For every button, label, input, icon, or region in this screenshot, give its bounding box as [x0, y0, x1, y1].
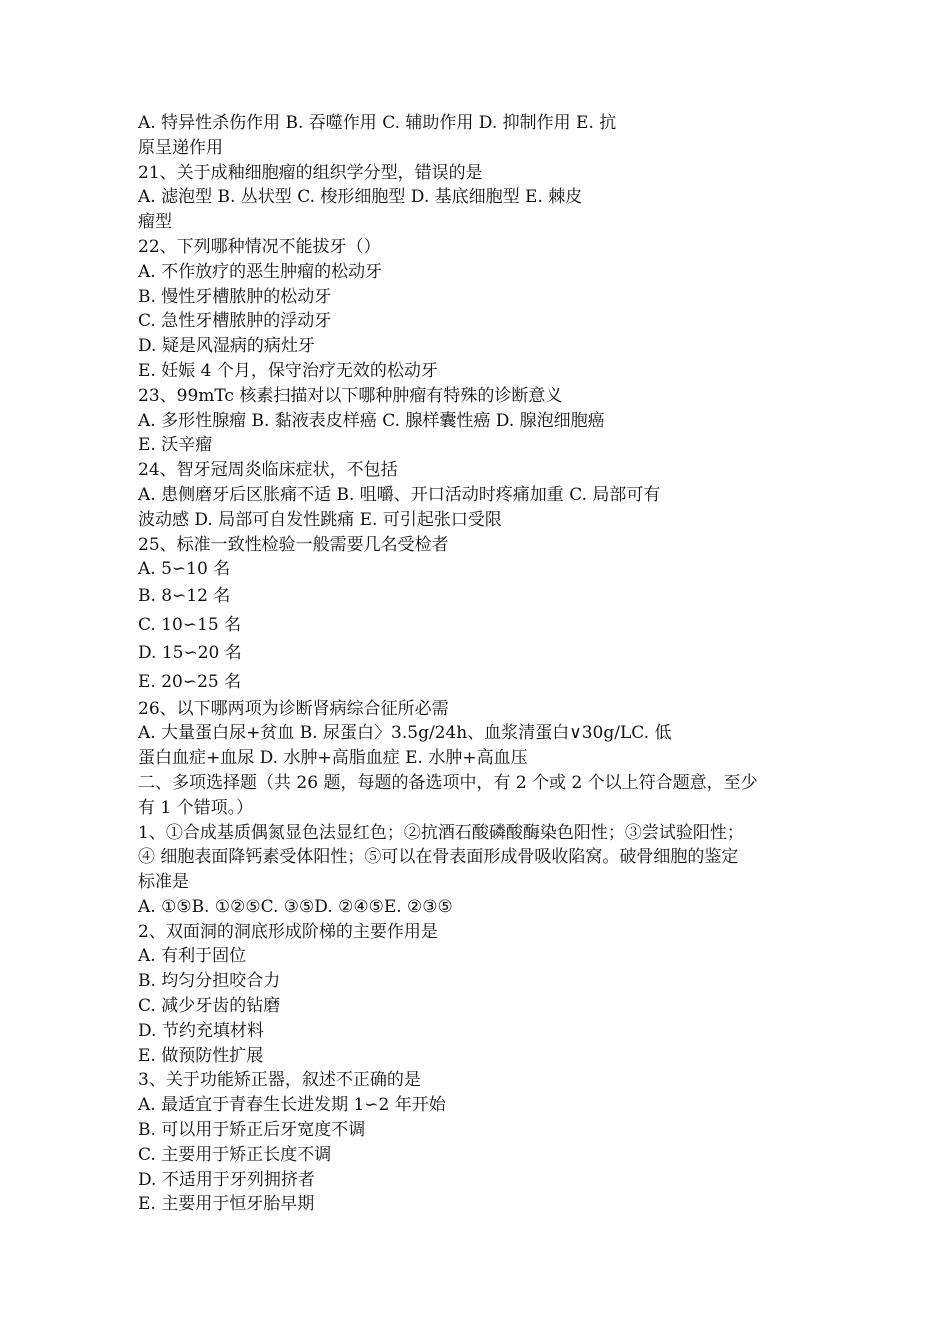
question-3: 3、关于功能矫正器，叙述不正确的是: [138, 1070, 421, 1091]
option-b: B. 8∽12 名: [138, 586, 231, 607]
option-d: D. 不适用于牙列拥挤者: [138, 1169, 315, 1190]
option-c: C. 减少牙齿的钻磨: [138, 996, 281, 1017]
option-d: D. 节约充填材料: [138, 1020, 264, 1041]
text-line: A. 患侧磨牙后区胀痛不适 B. 咀嚼、开口活动时疼痛加重 C. 局部可有: [138, 484, 661, 505]
text-line: ④ 细胞表面降钙素受体阳性；⑤可以在骨表面形成骨吸收陷窝。破骨细胞的鉴定: [138, 847, 739, 868]
question-2: 2、双面洞的洞底形成阶梯的主要作用是: [138, 921, 438, 942]
option-b: B. 均匀分担咬合力: [138, 971, 281, 992]
option-a: A. 最适宜于青春生长进发期 1∽2 年开始: [138, 1095, 446, 1116]
text-line: A. 大量蛋白尿+贫血 B. 尿蛋白〉3.5g/24h、血浆清蛋白∨30g/LC. 低: [138, 723, 672, 744]
section-heading: 二、多项选择题（共 26 题，每题的备选项中，有 2 个或 2 个以上符合题意，至少: [138, 772, 758, 793]
text-line: 蛋白血症+血尿 D. 水肿+高脂血症 E. 水肿+高血压: [138, 748, 528, 769]
text-line: A. 滤泡型 B. 丛状型 C. 梭形细胞型 D. 基底细胞型 E. 棘皮: [138, 187, 583, 208]
option-d: D. 15∽20 名: [138, 643, 242, 664]
option-b: B. 慢性牙槽脓肿的松动牙: [138, 286, 332, 307]
text-line: 标准是: [138, 872, 189, 893]
question-1: 1、①合成基质偶氮显色法显红色；②抗酒石酸磷酸酶染色阳性；③尝试验阳性；: [138, 822, 744, 843]
option-e: E. 沃辛瘤: [138, 435, 213, 456]
document-page: [138, 111, 818, 1217]
question-23: 23、99mTc 核素扫描对以下哪种肿瘤有特殊的诊断意义: [138, 385, 563, 406]
text-line: 波动感 D. 局部可自发性跳痛 E. 可引起张口受限: [138, 509, 502, 530]
question-24: 24、智牙冠周炎临床症状，不包括: [138, 460, 398, 481]
text-line: A. 特异性杀伤作用 B. 吞噬作用 C. 辅助作用 D. 抑制作用 E. 抗: [138, 113, 617, 133]
text-line: 瘤型: [138, 212, 172, 233]
text-line: A. ①⑤B. ①②⑤C. ③⑤D. ②④⑤E. ②③⑤: [138, 896, 453, 917]
option-a: A. 不作放疗的恶生肿瘤的松动牙: [138, 261, 383, 282]
option-a: A. 5∽10 名: [138, 559, 231, 580]
question-25: 25、标准一致性检验一般需要几名受检者: [138, 534, 449, 555]
text-line: A. 多形性腺瘤 B. 黏液表皮样癌 C. 腺样囊性癌 D. 腺泡细胞癌: [138, 410, 605, 431]
question-22: 22、下列哪种情况不能拔牙（）: [138, 236, 381, 257]
option-c: C. 10∽15 名: [138, 614, 242, 635]
option-a: A. 有利于固位: [138, 946, 247, 967]
option-c: C. 主要用于矫正长度不调: [138, 1144, 332, 1165]
section-heading: 有 1 个错项。）: [138, 797, 254, 818]
option-c: C. 急性牙槽脓肿的浮动牙: [138, 311, 332, 332]
question-26: 26、以下哪两项为诊断肾病综合征所必需: [138, 698, 449, 719]
text-line: 原呈递作用: [138, 137, 223, 158]
option-e: E. 20∽25 名: [138, 671, 242, 692]
option-d: D. 疑是风湿病的病灶牙: [138, 336, 315, 357]
option-e: E. 做预防性扩展: [138, 1045, 264, 1066]
option-e: E. 主要用于恒牙胎早期: [138, 1194, 315, 1215]
option-e: E. 妊娠 4 个月，保守治疗无效的松动牙: [138, 360, 438, 381]
question-21: 21、关于成釉细胞瘤的组织学分型，错误的是: [138, 162, 483, 183]
option-b: B. 可以用于矫正后牙宽度不调: [138, 1120, 366, 1141]
